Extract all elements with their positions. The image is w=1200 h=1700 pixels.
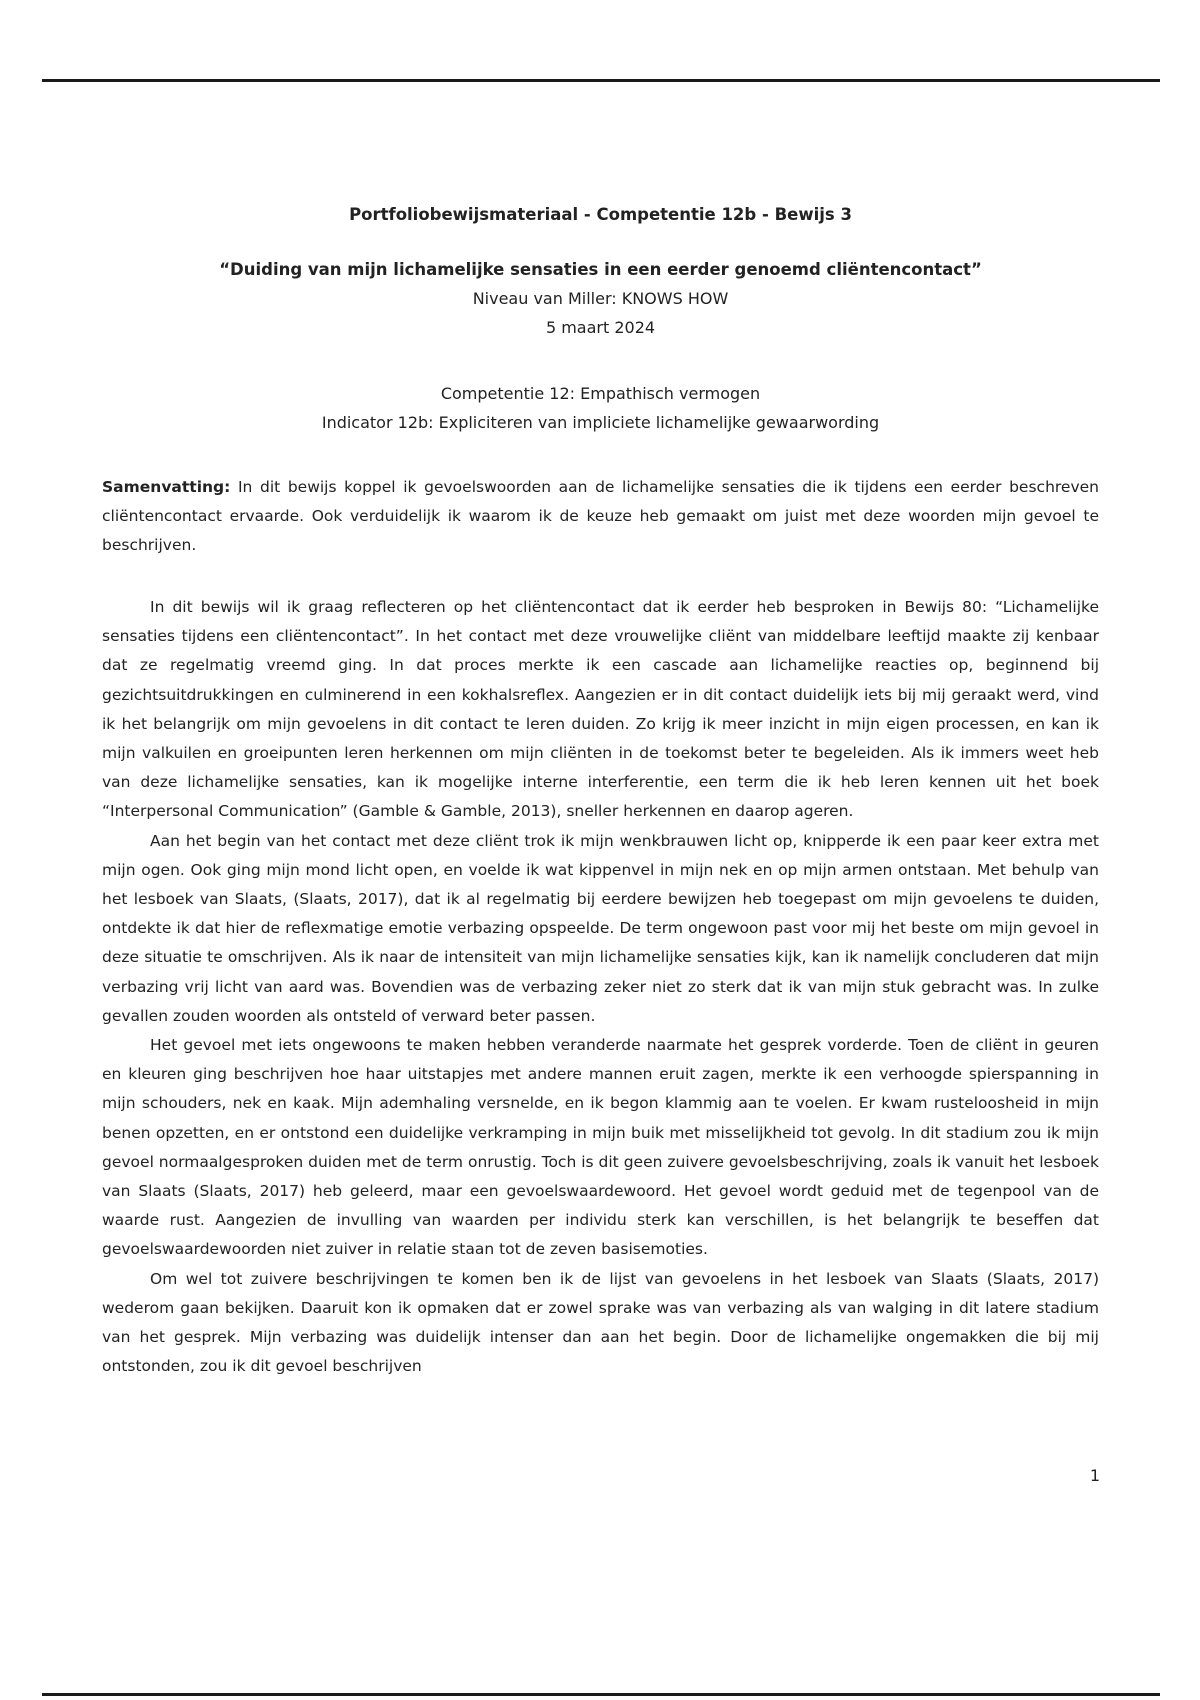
paragraph: Het gevoel met iets ongewoons te maken hebben veranderde naarmate het gesprek vorderde. Toen de cliënt in geuren en kleuren ging beschrijven hoe haar uitstapjes met andere mannen eruit zagen, merkte ik een verhoogde spierspanning in mijn schouders, nek en kaak. Mijn ademhaling versnelde, en ik begon klammig aan te voelen. Er kwam rusteloosheid in mijn benen opzetten, en er ontstond een duidelijke verkramping in mijn buik met misselijkheid tot gevolg. In dit stadium zou ik mijn gevoel normaalgesproken duiden met de term onrustig. Toch is dit geen zuivere gevoelsbeschrijving, zoals ik vanuit het lesboek van Slaats (Slaats, 2017) heb geleerd, maar een gevoelswaardewoord. Het gevoel wordt geduid met de tegenpool van de waarde rust. Aangezien de invulling van waarden per individu sterk kan verschillen, is het belangrijk te beseffen dat gevoelswaardewoorden niet zuiver in relatie staan tot de zeven basisemoties. [102,1036,1099,1259]
paragraph: In dit bewijs wil ik graag reflecteren op het cliëntencontact dat ik eerder heb besproken in Bewijs 80: “Lichamelijke sensaties tijdens een cliëntencontact”. In het contact met deze vrouwelijke cliënt van middelbare leeftijd maakte zij kenbaar dat ze regelmatig vreemd ging. In dat proces merkte ik een cascade aan lichamelijke reacties op, beginnend bij gezichtsuitdrukkingen en culminerend in een kokhalsreflex. Aangezien er in dit contact duidelijk iets bij mij geraakt werd, vind ik het belangrijk om mijn gevoelens in dit contact te leren duiden. Zo krijg ik meer inzicht in mijn eigen processen, en kan ik mijn valkuilen en groeipunten leren herkennen om mijn cliënten in de toekomst beter te begeleiden. Als ik immers weet heb van deze lichamelijke sensaties, kan ik mogelijke interne interferentie, een term die ik heb leren kennen uit het boek “Interpersonal Communication” (Gamble & Gamble, 2013), sneller herkennen en daarop ageren. [102,598,1099,821]
document-page [102,200,1099,1381]
summary-text: In dit bewijs koppel ik gevoelswoorden aan de lichamelijke sensaties die ik tijdens een eerder beschreven cliëntencontact ervaarde. Ook verduidelijk ik waarom ik de keuze heb gemaakt om juist met deze woorden mijn gevoel te beschrijven. [102,478,1099,554]
paragraph: Aan het begin van het contact met deze cliënt trok ik mijn wenkbrauwen licht op, knipperde ik een paar keer extra met mijn ogen. Ook ging mijn mond licht open, en voelde ik wat kippenvel in mijn nek en op mijn armen ontstaan. Met behulp van het lesboek van Slaats, (Slaats, 2017), dat ik al regelmatig bij eerdere bewijzen heb toegepast om mijn gevoelens te duiden, ontdekte ik dat hier de reflexmatige emotie verbazing opspeelde. De term ongewoon past voor mij het beste om mijn gevoel in deze situatie te omschrijven. Als ik naar de intensiteit van mijn lichamelijke sensaties kijk, kan ik namelijk concluderen dat mijn verbazing vrij licht van aard was. Bovendien was de verbazing zeker niet zo sterk dat ik van mijn stuk gebracht was. In zulke gevallen zouden woorden als ontsteld of verward beter passen. [102,831,1099,1025]
indicator-line: Indicator 12b: Expliciteren van impliciete lichamelijke gewaarwording [321,413,880,432]
document-date: 5 maart 2024 [545,318,656,337]
miller-level: Niveau van Miller: KNOWS HOW [472,289,729,308]
summary-label: Samenvatting: [102,478,231,496]
document-subtitle: “Duiding van mijn lichamelijke sensaties in een eerder genoemd cliëntencontact” [219,260,982,279]
document-title: Portfoliobewijsmateriaal - Competentie 12b - Bewijs 3 [349,205,852,224]
paragraph: Om wel tot zuivere beschrijvingen te komen ben ik de lijst van gevoelens in het lesboek van Slaats (Slaats, 2017) wederom gaan bekijken. Daaruit kon ik opmaken dat er zowel sprake was van verbazing als van walging in dit latere stadium van het gesprek. Mijn verbazing was duidelijk intenser dan aan het begin. Door de lichamelijke ongemakken die bij mij ontstonden, zou ik dit gevoel beschrijven [102,1269,1099,1376]
document-header [102,200,1099,437]
bottom-horizontal-rule [42,1693,1160,1696]
header-spacer [102,342,1099,379]
competence-line: Competentie 12: Empathisch vermogen [440,384,761,403]
top-horizontal-rule [42,79,1160,82]
summary-block [102,473,1099,560]
body-text [102,593,1099,1381]
page-number: 1 [1089,1466,1100,1485]
